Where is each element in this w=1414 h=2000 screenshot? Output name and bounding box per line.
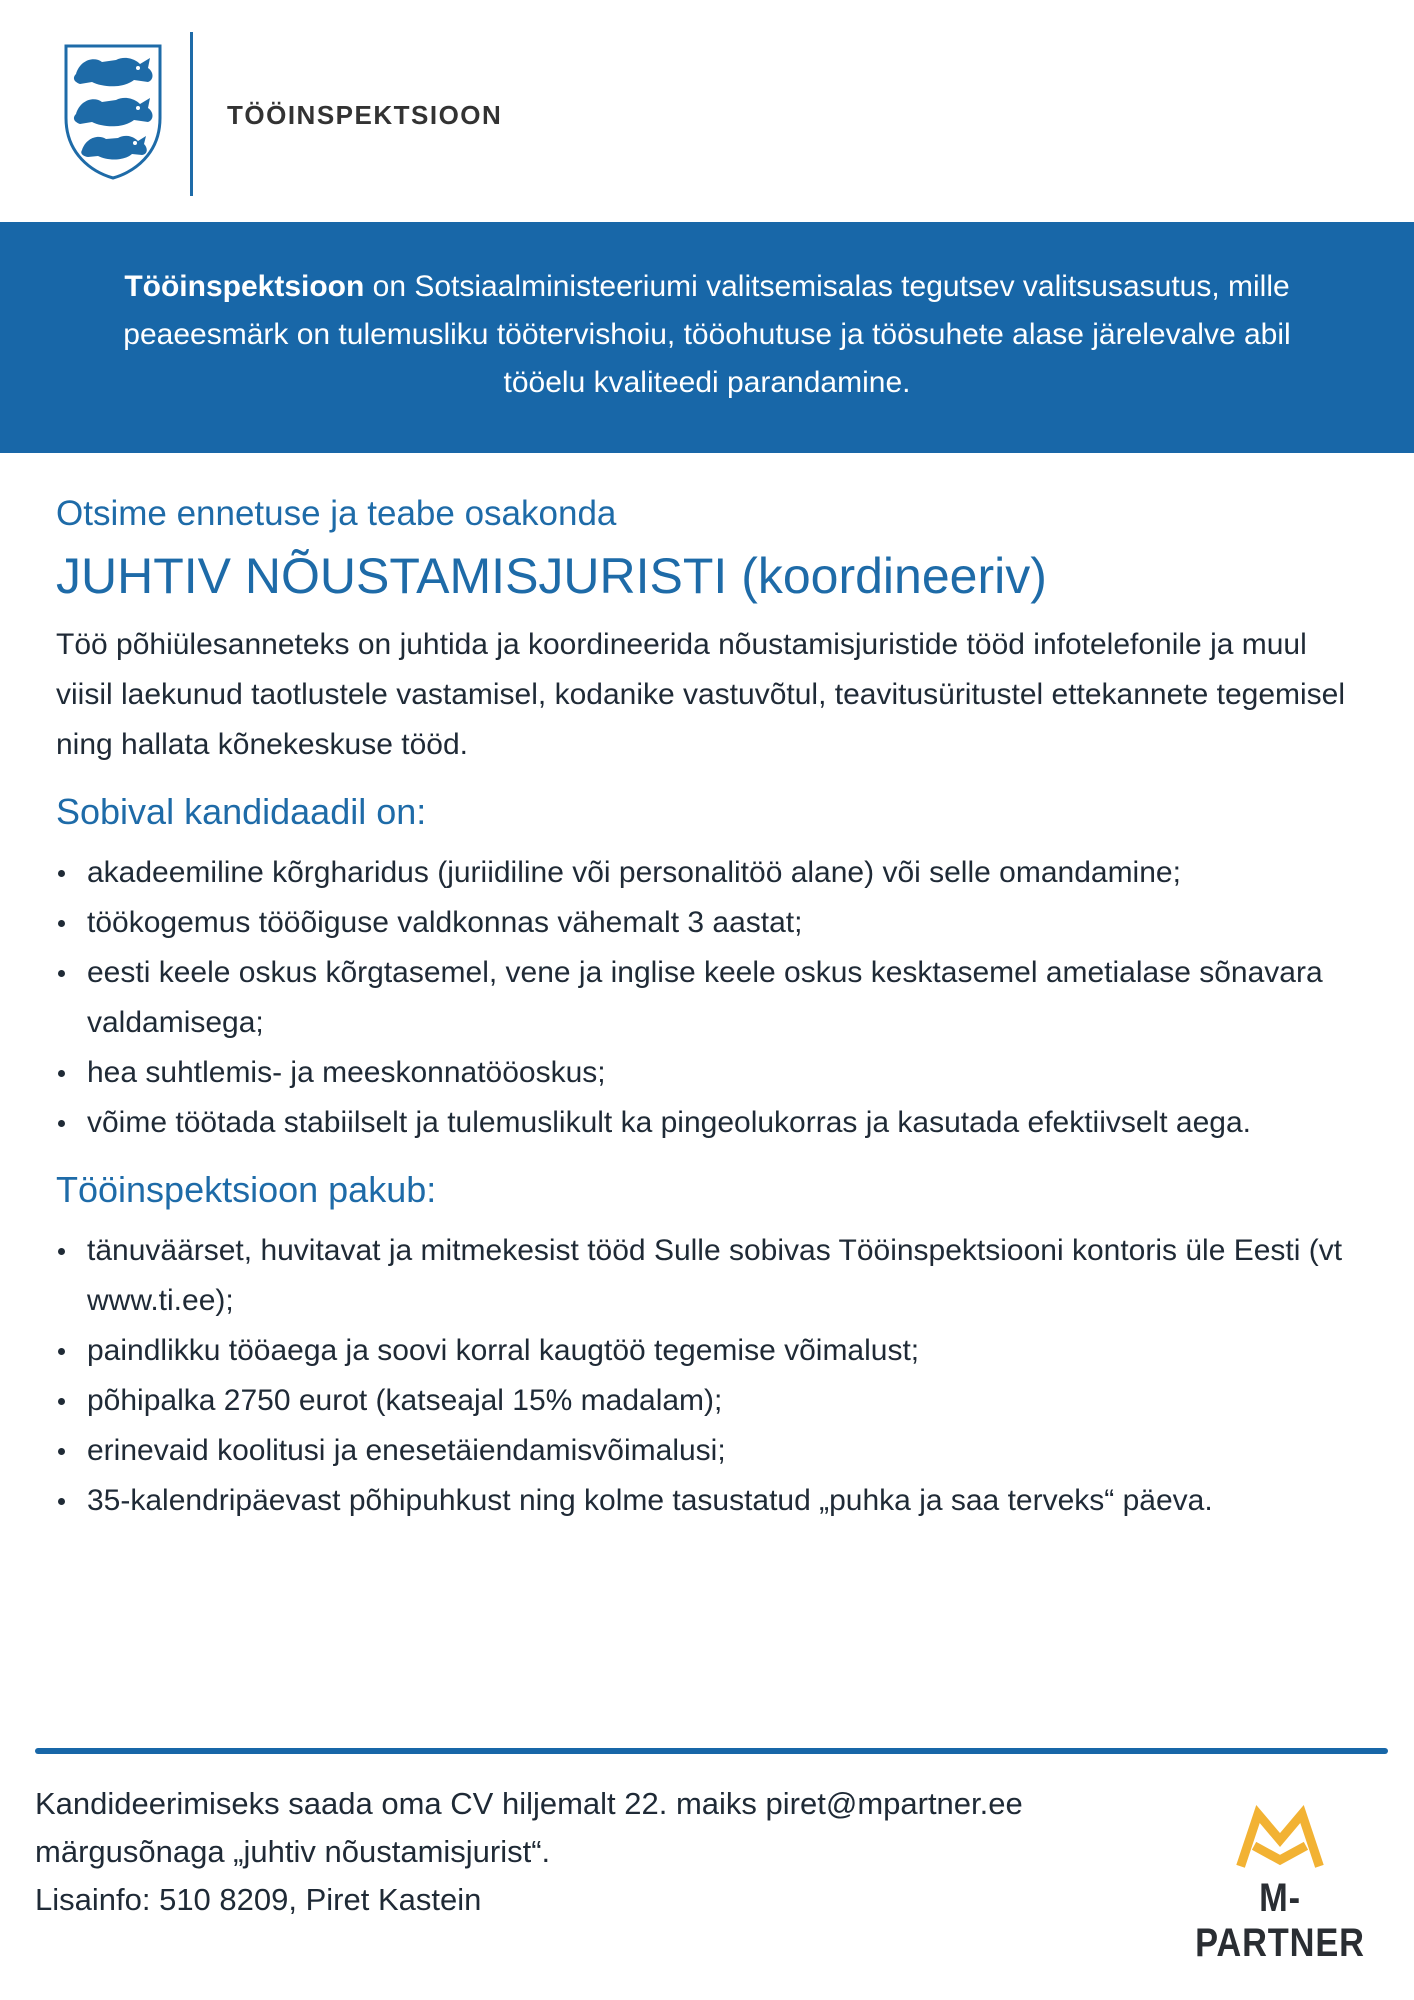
organization-name: TÖÖINSPEKTSIOON	[227, 100, 503, 130]
application-instructions: Kandideerimiseks saada oma CV hiljemalt 22. maiks piret@mpartner.ee	[35, 1786, 1023, 1821]
m-partner-logo-icon	[1232, 1804, 1328, 1868]
list-item: erinevaid koolitusi ja enesetäiendamisvõimalusi;	[56, 1426, 1356, 1476]
banner-org-name: Tööinspektsioon	[124, 270, 365, 303]
list-item: paindlikku tööaega ja soovi korral kaugtöö tegemise võimalust;	[56, 1326, 1356, 1376]
list-item: tänuväärset, huvitavat ja mitmekesist tööd Sulle sobivas Tööinspektsiooni kontoris üle Eesti (vt www.ti.ee);	[56, 1226, 1356, 1326]
offer-heading: Tööinspektsioon pakub:	[56, 1169, 437, 1210]
list-item: töökogemus tööõiguse valdkonnas vähemalt 3 aastat;	[56, 898, 1356, 948]
list-item: akadeemiline kõrgharidus (juriidiline või personalitöö alane) või selle omandamine;	[56, 848, 1356, 898]
estonian-coat-of-arms-icon	[62, 44, 164, 180]
intro-banner	[0, 222, 1414, 453]
job-title: JUHTIV NÕUSTAMISJURISTI (koordineeriv)	[56, 548, 1047, 604]
requirements-heading: Sobival kandidaadil on:	[56, 791, 427, 832]
header-divider	[190, 32, 193, 196]
banner-text: on Sotsiaalministeeriumi valitsemisalas tegutsev valitsusasutus, mille peaeesmärk on tulemusliku töötervishoiu, tööohutuse ja töösuhete alase järelevalve abil tööelu kvaliteedi parandamine.	[123, 270, 1291, 399]
job-description	[56, 486, 1356, 1538]
list-item: eesti keele oskus kõrgtasemel, vene ja inglise keele oskus kesktasemel ametialase sõnavara valdamisega;	[56, 948, 1356, 1048]
list-item: 35-kalendripäevast põhipuhkust ning kolme tasustatud „puhka ja saa terveks“ päeva.	[56, 1476, 1356, 1526]
application-keyword: märgusõnaga „juhtiv nõustamisjurist“.	[35, 1834, 551, 1869]
department-line: Otsime ennetuse ja teabe osakonda	[56, 494, 617, 533]
contact-info: Lisainfo: 510 8209, Piret Kastein	[35, 1882, 482, 1917]
job-summary: Töö põhiülesanneteks on juhtida ja koordineerida nõustamisjuristide tööd infotelefonile ja muul viisil laekunud taotlustele vastamisel, kodanike vastuvõtul, teavitusüritustel ettekannete tegemisel ning hallata kõnekeskuse tööd.	[56, 628, 1346, 761]
requirements-list	[56, 848, 1356, 1148]
footer-divider	[35, 1748, 1388, 1754]
m-partner-logo	[1180, 1800, 1380, 1965]
offer-list	[56, 1226, 1356, 1526]
application-info	[35, 1780, 1195, 1924]
list-item: põhipalka 2750 eurot (katseajal 15% madalam);	[56, 1376, 1356, 1426]
list-item: hea suhtlemis- ja meeskonnatööoskus;	[56, 1048, 1356, 1098]
page-header	[0, 0, 1414, 222]
partner-name: M-PARTNER	[1195, 1876, 1365, 1965]
list-item: võime töötada stabiilselt ja tulemuslikult ka pingeolukorras ja kasutada efektiivselt aega.	[56, 1098, 1356, 1148]
